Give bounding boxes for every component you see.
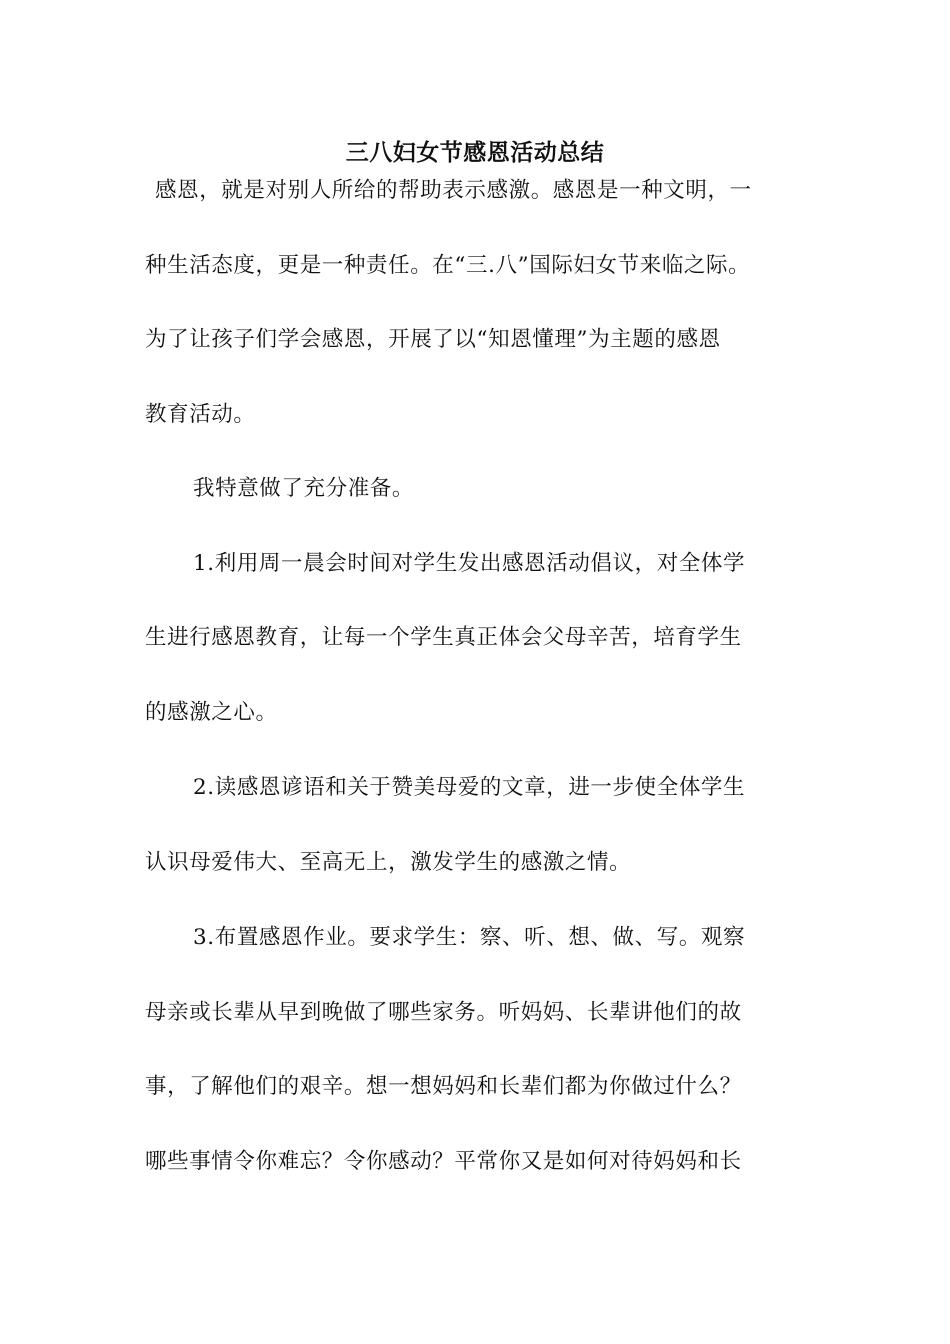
paragraph-line: 1.利用周一晨会时间对学生发出感恩活动倡议，对全体学 — [193, 551, 746, 576]
paragraph-line: 生进行感恩教育，让每一个学生真正体会父母辛苦，培育学生 — [145, 625, 742, 650]
paragraph-line: 认识母爱伟大、至高无上，激发学生的感激之情。 — [145, 850, 632, 875]
paragraph-line: 感恩，就是对别人所给的帮助表示感激。感恩是一种文明，一 — [155, 178, 752, 203]
paragraph-line: 种生活态度，更是一种责任。在“三.八”国际妇女节来临之际。 — [145, 253, 751, 278]
paragraph-line: 母亲或长辈从早到晚做了哪些家务。听妈妈、长辈讲他们的故 — [145, 1000, 742, 1025]
paragraph-line: 教育活动。 — [145, 402, 256, 427]
paragraph-line: 我特意做了充分准备。 — [193, 476, 415, 501]
paragraph-line: 事，了解他们的艰辛。想一想妈妈和长辈们都为你做过什么？ — [145, 1074, 742, 1099]
paragraph-line: 的感激之心。 — [145, 700, 278, 725]
paragraph-line: 2.读感恩谚语和关于赞美母爱的文章，进一步使全体学生 — [193, 775, 746, 800]
paragraph-line: 哪些事情令你难忘？令你感动？平常你又是如何对待妈妈和长 — [145, 1149, 742, 1174]
document-title: 三八妇女节感恩活动总结 — [345, 139, 605, 166]
paragraph-line: 为了让孩子们学会感恩，开展了以“知恩懂理”为主题的感恩 — [145, 327, 721, 352]
paragraph-line: 3.布置感恩作业。要求学生：察、听、想、做、写。观察 — [193, 925, 746, 950]
